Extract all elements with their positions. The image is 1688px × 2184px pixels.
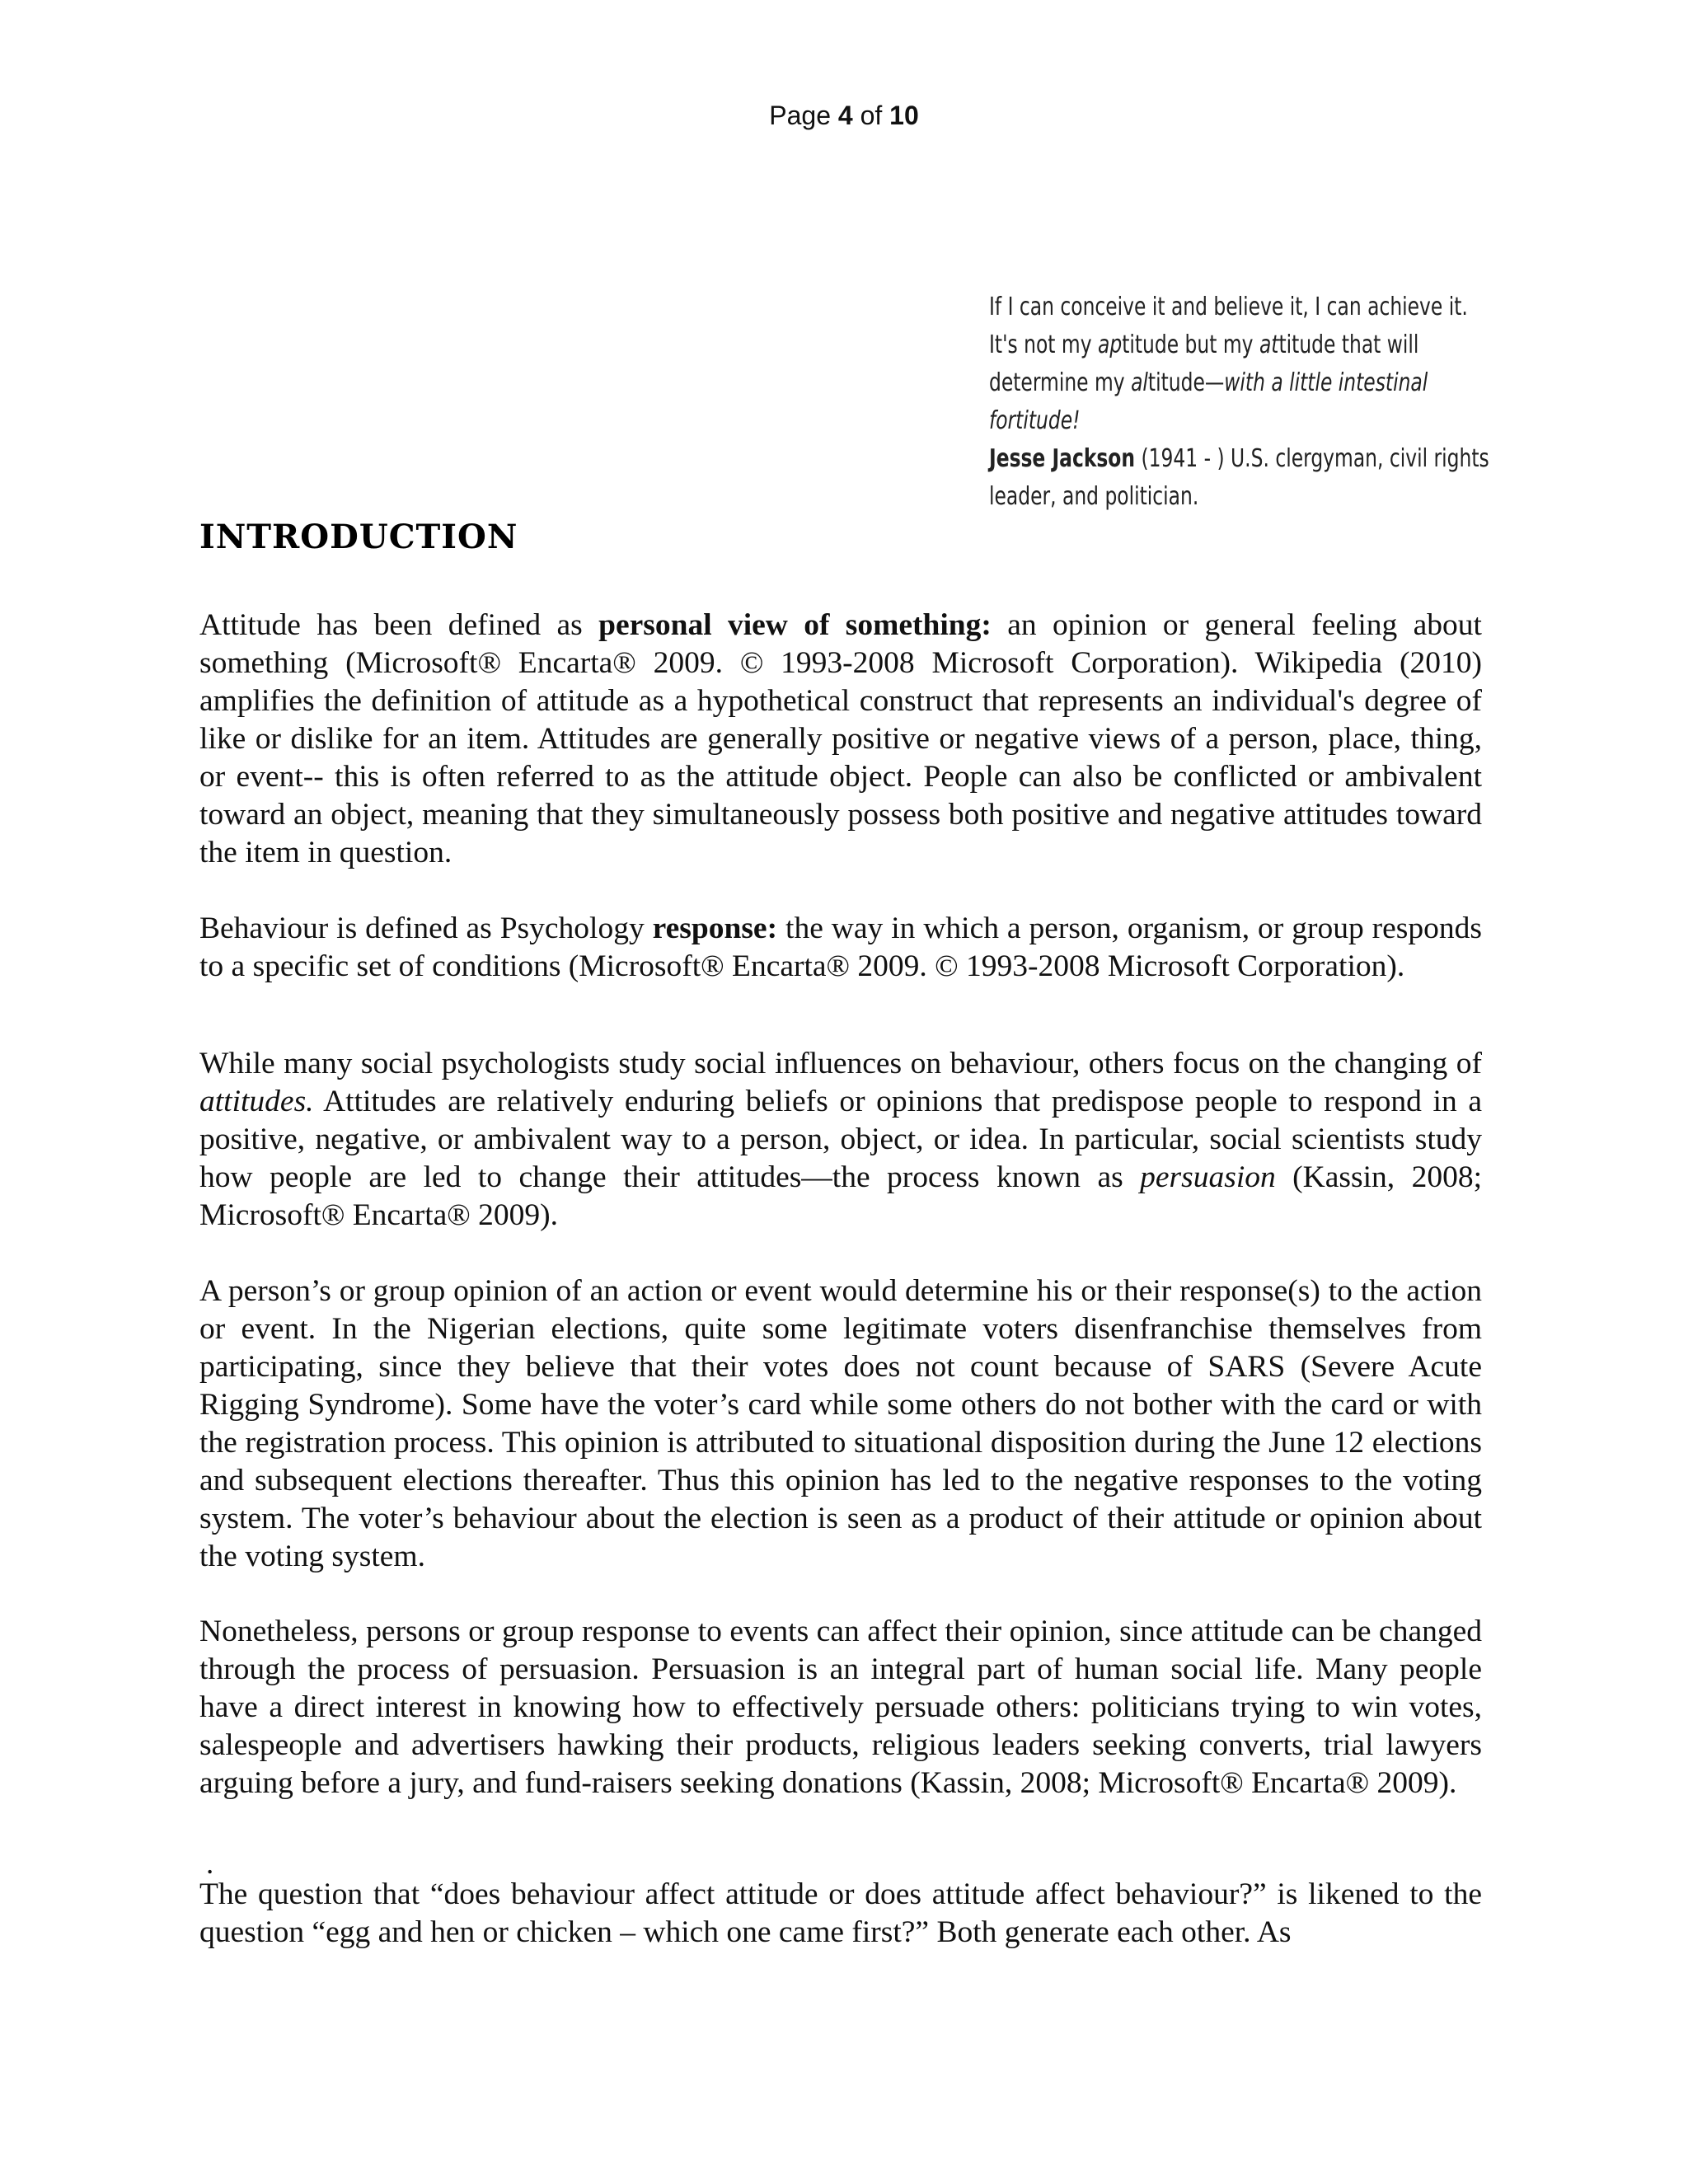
paragraph-nigerian-elections: A person’s or group opinion of an action or event would determine his or their response(s) to the action or event. In the Nigerian elections, quite some legitimate voters disenfranchise themselves from participating, since they believe that their votes does not count because of SARS (Severe Acute Rigging Syndrome). Some have the voter’s card while some others do not bother with the card or with the registration process. This opinion is attributed to situational disposition during the June 12 elections and subsequent elections thereafter. Thus this opinion has led to the negative responses to the voting system. The voter’s behaviour about the election is seen as a product of their attitude or opinion about the voting system. <box>199 1274 1482 1573</box>
paragraph-persuasion: While many social psychologists study social influences on behaviour, others focus on the changing of attitudes. Attitudes are relatively enduring beliefs or opinions that predispose people to respond in a positive, negative, or ambivalent way to a person, object, or idea. In particular, social scientists study how people are led to change their attitudes—the process known as persuasion (Kassin, 2008; Microsoft® Encarta® 2009). <box>199 1047 1482 1232</box>
quote-author: Jesse Jackson <box>989 444 1136 473</box>
current-page: 4 <box>837 101 853 130</box>
stray-dot: . <box>206 1847 214 1881</box>
page-number: Page 4 of 10 <box>769 101 919 130</box>
total-pages: 10 <box>889 101 919 130</box>
paragraph-attitude-definition: Attitude has been defined as personal view of something: an opinion or general feeling about something (Microsoft® Encarta® 2009. © 1993-2008 Microsoft Corporation). Wikipedia (2010) amplifies the definition of attitude as a hypothetical construct that represents an individual's degree of like or dislike for an item. Attitudes are generally positive or negative views of a person, place, thing, or event-- this is often referred to as the attitude object. People can also be conflicted or ambivalent toward an object, meaning that they simultaneously possess both positive and negative attitudes toward the item in question. <box>199 608 1482 869</box>
paragraph-behaviour-definition: Behaviour is defined as Psychology response: the way in which a person, organism, or group responds to a specific set of conditions (Microsoft® Encarta® 2009. © 1993-2008 Microsoft Corporation). <box>199 912 1482 983</box>
quote-attribution: (1941 - ) U.S. clergyman, civil rights leader, and politician. <box>989 444 1489 511</box>
epigraph-quote: If I can conceive it and believe it, I can achieve it. It's not my aptitude but my attitude that will determine my altitude—with a little intestinal fortitude! Jesse Jackson (1941 - ) U.S. clergyman, civil rights leader, and politician. <box>989 293 1489 511</box>
paragraph-egg-question: The question that “does behaviour affect attitude or does attitude affect behaviour?” is likened to the question “egg and hen or chicken – which one came first?” Both generate each other. As <box>199 1877 1482 1949</box>
section-heading: INTRODUCTION <box>199 518 518 556</box>
paragraph-nonetheless: Nonetheless, persons or group response to events can affect their opinion, since attitude can be changed through the process of persuasion. Persuasion is an integral part of human social life. Many people have a direct interest in knowing how to effectively persuade others: politicians trying to win votes, salespeople and advertisers hawking their products, religious leaders seeking converts, trial lawyers arguing before a jury, and fund-raisers seeking donations (Kassin, 2008; Microsoft® Encarta® 2009). <box>199 1615 1482 1800</box>
